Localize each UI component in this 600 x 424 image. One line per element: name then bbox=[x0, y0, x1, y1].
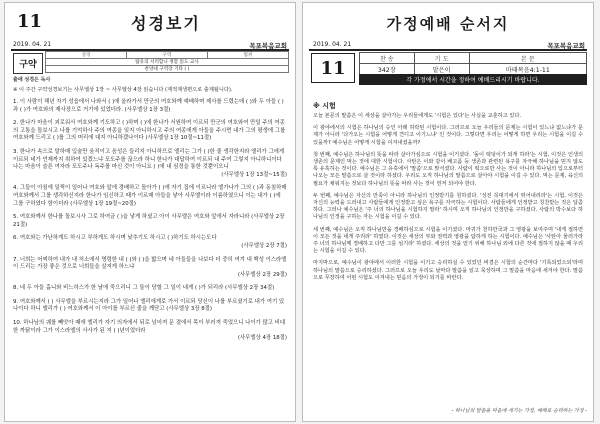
week-number: 11 bbox=[311, 53, 355, 83]
question-item bbox=[13, 285, 287, 293]
divider bbox=[309, 49, 587, 51]
sermon-paragraph: 세 번째, 예수님은 오직 하나님만을 경배하심으로 시험을 이기셨다. 마귀가 천하만국과 그 영광을 보여주며 '내게 절하면 이 모든 것을 네게 주리라' 하였다. 이것은 세상의 부와 권력과 영광을 탐하게 하는 시험이다. 예수님은 '사탄아 물러가라 주 너의 하나님께 경배하고 다만 그를 섬기라' 하셨다. 세상의 것을 얻기 위해 하나님 외에 다른 것에 절하지 않을 때 우리는 시험을 이길 수 있다. bbox=[313, 226, 583, 255]
question-text: 4. 그들이 아침에 일찍이 일어나 여호와 앞에 경배하고 돌아가 ( )에 자기 집에 이르니라 엘가나가 그의 ( )과 동침하매 여호와께서 그를 생각하신지라 한나가 임신하고 때가 이르매 아들을 낳아 사무엘이라 이름하였으니 이는 내가 ( )에 그를 구하였다 함이더라 (사무엘상 1장 19절~20절) bbox=[13, 185, 287, 207]
info-row: 탐유의 서러합니 정할 읽도 교사 bbox=[46, 59, 289, 66]
church-name: 목포복음교회 bbox=[547, 42, 585, 50]
question-item bbox=[13, 299, 287, 314]
sermon-paragraph: 마지막으로, 예수님이 광야에서 이러한 시험을 이기고 승리하실 수 있었던 비결은 시험의 순간마다 '기록되었으되'라며 하나님의 말씀으로 승리하셨다. 그러므로 오늘 우리도 날마다 말씀을 읽고 묵상하며 그 말씀을 마음에 새겨야 한다. 말씀으로 무장하여 어떤 시험도 이겨내는 믿음의 가정이 되기를 바란다. bbox=[313, 260, 583, 281]
week-number: 11 bbox=[17, 11, 43, 32]
hymn-number: 342장 bbox=[360, 64, 415, 75]
order-header: 기 도 bbox=[414, 53, 469, 64]
question-item bbox=[13, 235, 287, 250]
sermon-paragraph: 첫 번째, 예수님은 하나님의 뜻을 따라 살아가심으로 시험을 이기셨다. '돌이 떡덩이가 되게 하라'는 시험, 이것은 인생의 생존의 문제인 먹는 것에 대한 시험이다. 사탄은 이와 같이 배고픔 등 생존과 관련된 욕구를 자극해 하나님을 믿지 않도록 유혹하는 것이다. 예수님은 그 유혹에서 '말씀'으로 맞서셨다. 사람이 떡으로만 사는 것이 아니라 하나님의 입으로부터 나오는 모든 말씀으로 살 것이라 하셨다. 우리도 오직 하나님의 말씀으로 살아야 시험을 이길 수 있다. 먹는 문제, 육신의 필요가 채워지는 것보다 하나님의 뜻을 따라 사는 것이 먼저 되어야 한다. bbox=[313, 151, 583, 187]
info-table bbox=[45, 51, 289, 73]
church-name: 목포복음교회 bbox=[249, 42, 287, 50]
question-text: 8. 네 두 아들 홉니와 비느하스가 한 날에 죽으리니 그 둘이 당할 그 일이 네게 ( )가 되리라 (사무엘상 2장 34절) bbox=[13, 285, 275, 292]
question-text: 10. 하나님의 궤를 빼앗아 때에 엘리가 자기 의자에서 뒤로 넘어져 문 곁에서 목이 부러져 죽었으니 나이가 많고 비대한 까닭이라 그가 이스라엘의 사사가 된 지 ( )년이었더라 bbox=[13, 320, 286, 334]
question-ref: (사무엘상 2장 7절) bbox=[241, 242, 287, 249]
info-row: 찬양대 구역장 기타 ( ) bbox=[46, 66, 289, 73]
notice-banner: 각 가정에서 시간을 정하여 예배드리시기 바랍니다. bbox=[359, 74, 587, 85]
question-text: 9. 여호와께서 ( ) 사무엘을 부르시는지라 그가 일어나 엘리에게로 가서 이르되 당신이 나를 부르셨기로 내가 여기 있나이다 하니 엘리가 ( ) 여호와께서 이 아이를 부르신 줄을 깨닫고 (사무엘상 3장 8절) bbox=[13, 298, 285, 313]
worship-order-table bbox=[359, 52, 587, 75]
sermon-paragraph: 두 번째, 예수님은 자신의 만족이 아니라 하나님의 인정받기를 원하셨다. '성전 꼭대기에서 뛰어내리라'는 시험, 이것은 자신의 능력을 드러내고 사람들에게 인정받고 싶은 욕구를 자극하는 시험이다. 사람들에게 인정받고 칭찬받는 것은 달콤하다. 그러나 예수님은 '주 너의 하나님을 시험하지 말라' 하시며 오직 하나님의 인정만을 구하셨다. 사람의 박수보다 하나님의 인정을 구하는 자는 시험을 이길 수 있다. bbox=[313, 192, 583, 221]
question-list bbox=[13, 99, 287, 349]
question-text: 2. 한나가 마음이 괴로워서 여호와께 기도하고 ( )하며 ( )에 한나가 서원하여 이르되 만군의 여호와여 만일 주의 여종의 고통을 돌보시고 나를 기억하사 주의 여종을 잊지 아니하시고 주의 여종에게 아들을 주시면 내가 그의 평생에 그를 여호와께 드리고 ( )를 그의 머리에 대지 아니하겠나이다 (사무엘상 1장 10절~11절) bbox=[13, 120, 286, 142]
sermon-body bbox=[313, 113, 583, 287]
question-text: 1. 이 사람이 해년 자기 성읍에서 나와서 ( )에 올라가서 만군의 여호와께 예배하며 제사를 드렸는데 ( )와 두 아들 ( )과 ( )가 여호와의 제사장으로 거기에 있었더라. (사무엘상 1장 3절) bbox=[13, 99, 284, 113]
page-title: 가정예배 순서지 bbox=[386, 15, 510, 33]
page-title: 성경보기 bbox=[131, 14, 201, 33]
instructions: ※ 이 주간 구약성경보기는 사무엘상 1장 ~ 사무엘상 4장 읽습니다 (재적재생편으로 출제됩니다). bbox=[13, 87, 233, 93]
sermon-title: ※ 시험 bbox=[313, 102, 336, 110]
question-item bbox=[13, 257, 287, 280]
question-text: 5. 여호와께서 한나를 돌보시사 그로 하여금 ( )을 낳게 하셨고 아이 사무엘은 여호와 앞에서 자라니라 (사무엘상 2장 21절) bbox=[13, 214, 285, 228]
order-header: 본 문 bbox=[469, 53, 586, 64]
date: 2019. 04. 21 bbox=[13, 41, 52, 48]
order-header: 찬 송 bbox=[360, 53, 415, 64]
question-ref: (사무엘상 2장 29절) bbox=[237, 271, 287, 278]
prayer-leader: 맡은이 bbox=[414, 64, 469, 75]
testament-label: 구약 bbox=[13, 53, 43, 74]
bible-reading-page bbox=[4, 2, 296, 422]
question-item bbox=[13, 214, 287, 229]
question-item bbox=[13, 149, 287, 179]
question-text: 6. 여호와는 가난하게도 하시고 부하게도 하시며 낮추기도 하시고 ( )하기도 하시는도다 bbox=[13, 235, 217, 242]
info-header: 성경 bbox=[46, 52, 127, 59]
family-worship-page bbox=[302, 2, 594, 422]
question-item bbox=[13, 320, 287, 343]
question-ref: (사무엘상 4장 18절) bbox=[237, 335, 287, 342]
question-text: 3. 한나가 속으로 말하매 입술만 움직이고 음성은 들리지 아니하므로 엘리는 그가 ( )한 줄 생각한지라 엘리가 그에게 이르되 네가 언제까지 취하여 있겠느냐 포도주를 끊으라 하니 한나가 대답하여 이르되 내 주여 그렇지 아니하니이다 나는 마음이 슬픈 여자라 포도주나 독주를 마신 것이 아니요 ( )에 내 심정을 통한 것뿐이오니 bbox=[13, 148, 285, 171]
info-header: 범위 bbox=[208, 52, 289, 59]
scripture-passage: 마태복음4:1-11 bbox=[469, 64, 586, 75]
sermon-paragraph: 오늘 본문의 말씀은 이 세상을 살아가는 우리들에게도 '시험은 있다'는 사실을 교훈하고 있다. bbox=[313, 113, 522, 119]
info-header: 구역 bbox=[127, 52, 208, 59]
question-ref: (사무엘상 1장 13절~15절) bbox=[221, 171, 287, 178]
question-item bbox=[13, 99, 287, 114]
question-item bbox=[13, 185, 287, 208]
question-text: 7. 너희는 어찌하여 내가 내 처소에서 명령한 내 ( )와 ( )을 밟으며 네 아들들을 나보다 더 중히 여겨 내 백성 이스라엘이 드리는 가장 좋은 것으로 너희들을 살지게 하느냐 bbox=[13, 256, 287, 271]
question-item bbox=[13, 120, 287, 143]
date: 2019. 04. 21 bbox=[313, 41, 352, 48]
subtitle: 출애 성경은 독사 bbox=[13, 77, 51, 83]
footer-motto: - 하나님의 말씀을 마음에 새기는 가정, 예배로 승리하는 가정 - bbox=[451, 408, 587, 414]
sermon-paragraph: 이 광야에서의 시험은 하나님의 승인 아래 허락된 시험이다. 그러므로 오늘 우리들의 문제는 시험이 있느냐 없느냐가 문제가 아니라 '다가오는 시험을 어떻게 견디고 이기느냐' 인 것이다. 그렇다면 우리는 어떻게 하면 우리는 시험을 이길 수 있을까? 예수님은 어떻게 시험을 이겨내셨을까? bbox=[313, 125, 583, 146]
